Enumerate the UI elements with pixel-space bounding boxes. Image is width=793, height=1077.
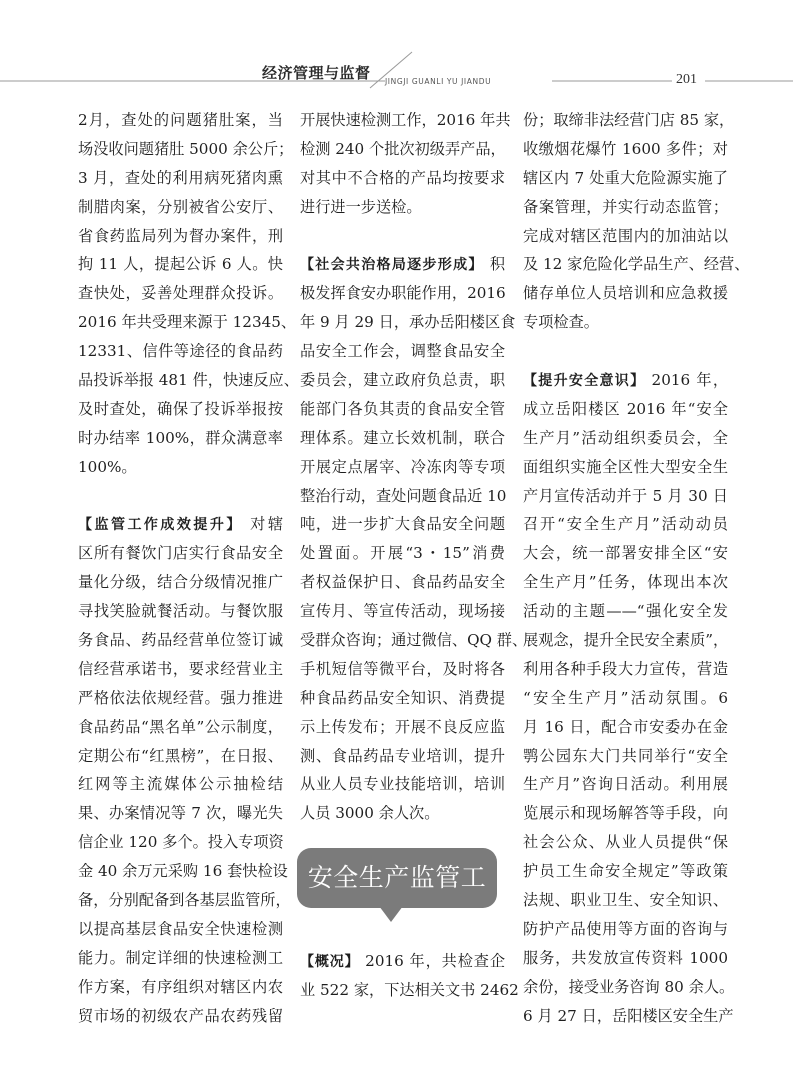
text-line: 测、食品药品专业培训，提升 [300, 746, 505, 765]
text-line: 宣传月、等宣传活动，现场接 [300, 602, 505, 621]
paragraph-gap [300, 222, 505, 251]
text-line: 6 月 27 日，岳阳楼区安全生产 [523, 1006, 734, 1025]
text-line: 制腊肉案，分别被省公安厅、 [78, 197, 283, 216]
text-line: 2016 年共受理来源于 12345、 [78, 313, 297, 332]
text-line: 生产月”咨询日活动。利用展 [523, 775, 728, 794]
text-line: 查快处，妥善处理群众投诉。 [78, 284, 283, 303]
section-heading: 【提升安全意识】 [523, 373, 646, 390]
text-line: 能部门各负其责的食品安全管 [300, 399, 505, 418]
text-line: 备案管理，并实行动态监管； [523, 197, 728, 216]
text-line: 寻找笑脸就餐活动。与餐饮服 [78, 602, 283, 621]
text-line: 区所有餐饮门店实行食品安全 [78, 544, 283, 563]
text-line: 开展定点屠宰、冷冻肉等专项 [300, 457, 505, 476]
header-title: 经济管理与监督 [262, 64, 371, 82]
text-line: 大会，统一部署安排全区“安 [523, 544, 728, 563]
text-line: 务食品、药品经营单位签订诚 [78, 631, 283, 650]
text-line: 成立岳阳楼区 2016 年“安全 [523, 399, 728, 418]
text-line: 拘 11 人，提起公诉 6 人。快 [78, 255, 283, 274]
paragraph-gap [523, 337, 728, 366]
text-line: 量化分级，结合分级情况推广 [78, 573, 283, 592]
text-line: 及时查处，确保了投诉举报按 [78, 399, 283, 418]
text-line: 品安全工作会，调整食品安全 [300, 342, 505, 361]
text-line: 月 16 日，配合市安委办在金 [523, 717, 728, 736]
text-line: 生产月”活动组织委员会，全 [523, 428, 728, 447]
section-heading: 【概况】 [300, 954, 360, 970]
text-line: 能力。制定详细的快速检测工 [78, 948, 283, 967]
text-line [300, 250, 505, 279]
text-column-3 [523, 106, 750, 1031]
text-line: 金 40 余万元采购 16 套快检设 [78, 862, 288, 881]
section-banner [297, 848, 497, 952]
text-line: 贸市场的初级农产品农药残留 [78, 1006, 283, 1025]
heading-run-text: 对辖 [242, 515, 284, 534]
text-line: 从业人员专业技能培训，培训 [300, 775, 505, 794]
header-subtitle: JINGJI GUANLI YU JIANDU [385, 77, 492, 86]
text-line: 人员 3000 余人次。 [300, 804, 440, 823]
text-line: 全生产月”任务，体现出本次 [523, 573, 728, 592]
text-line: 作方案，有序组织对辖区内农 [78, 977, 283, 996]
text-line: 品投诉举报 481 件，快速反应、 [78, 371, 299, 390]
text-line: 100%。 [78, 457, 137, 476]
text-line: 备，分别配备到各基层监管所， [78, 891, 291, 910]
text-line: 处置面。开展“3・15”消费 [300, 544, 505, 563]
text-line: 2月，查处的问题猪肚案，当 [78, 111, 283, 129]
text-line [300, 947, 505, 976]
text-line: 社会公众、从业人员提供“保 [523, 833, 728, 852]
text-line: 检测 240 个批次初级弄产品， [300, 139, 506, 158]
paragraph-gap [78, 482, 283, 511]
heading-run-text: 2016 年，共检查企 [359, 952, 506, 970]
text-line: 理体系。建立长效机制，联合 [300, 428, 505, 447]
text-line: 面组织实施全区性大型安全生 [523, 457, 728, 476]
text-line: 红网等主流媒体公示抽检结 [78, 775, 283, 794]
text-line: 3 月，查处的利用病死猪肉熏 [78, 168, 283, 187]
text-line: 极发挥食安办职能作用，2016 [300, 284, 506, 303]
text-line: 展观念，提升全民安全素质”， [523, 631, 729, 650]
section-title: 安全生产监管工作 [307, 863, 487, 952]
text-line: 开展快速检测工作，2016 年共 [300, 111, 511, 129]
text-line: 份；取缔非法经营门店 85 家， [523, 111, 735, 129]
text-line: 业 522 家，下达相关文书 2462 [300, 980, 519, 999]
text-line: 12331、信件等途径的食品药 [78, 342, 283, 361]
text-line: 省食药监局列为督办案件，刑 [78, 226, 283, 245]
text-line: 种食品药品安全知识、消费提 [300, 688, 505, 707]
text-line: 鹗公园东大门共同举行“安全 [523, 746, 728, 765]
text-line: 防护产品使用等方面的咨询与 [523, 919, 728, 938]
text-line: 食品药品“黑名单”公示制度， [78, 717, 283, 736]
text-line: 产月宣传活动并于 5 月 30 日 [523, 486, 728, 505]
text-line: 信企业 120 多个。投入专项资 [78, 833, 284, 852]
text-line: 者权益保护日、食品药品安全 [300, 573, 505, 592]
text-line: 吨，进一步扩大食品安全问题 [300, 515, 505, 534]
text-line: 览展示和现场解答等手段，向 [523, 804, 728, 823]
text-line: 召开“安全生产月”活动动员 [523, 515, 728, 534]
text-column-2 [300, 106, 528, 828]
text-line [523, 366, 728, 395]
text-line: 整治行动，查处问题食品近 10 [300, 486, 507, 505]
text-line: 余份，接受业务咨询 80 余人。 [523, 977, 735, 996]
text-line: 场没收问题猪肚 5000 余公斤； [78, 139, 294, 158]
text-line: 法规、职业卫生、安全知识、 [523, 891, 728, 910]
text-line: 年 9 月 29 日，承办岳阳楼区食 [300, 313, 516, 332]
text-line: 及 12 家危险化学品生产、经营、 [523, 255, 750, 274]
text-column-2-continued [300, 947, 519, 1005]
text-line: 定期公布“红黑榜”，在日报、 [78, 746, 283, 765]
heading-run-text: 积 [483, 255, 506, 274]
heading-run-text: 2016 年， [645, 371, 729, 390]
text-line: 利用各种手段大力宣传，营造 [523, 659, 728, 678]
text-line: “安全生产月”活动氛围。6 [523, 688, 728, 707]
text-line: 委员会，建立政府负总责，职 [300, 371, 505, 390]
text-line: 专项检查。 [523, 313, 599, 332]
text-line: 对其中不合格的产品均按要求 [300, 168, 505, 187]
text-line: 服务，共发放宣传资料 1000 [523, 948, 728, 967]
text-line: 严格依法依规经营。强力推进 [78, 688, 283, 707]
text-line: 收缴烟花爆竹 1600 多件；对 [523, 139, 728, 158]
text-line: 受群众咨询；通过微信、QQ 群、 [300, 631, 528, 650]
text-line: 以提高基层食品安全快速检测 [78, 919, 283, 938]
text-line: 护员工生命安全规定”等政策 [523, 862, 728, 881]
page-number: 201 [676, 72, 697, 87]
text-line: 储存单位人员培训和应急救援 [523, 284, 728, 303]
text-column-1 [78, 106, 299, 1031]
text-line: 活动的主题——“强化安全发 [523, 602, 728, 621]
section-heading: 【监管工作成效提升】 [78, 517, 243, 534]
text-line [78, 510, 283, 539]
text-line: 进行进一步送检。 [300, 197, 422, 216]
text-line: 手机短信等微平台，及时将各 [300, 659, 505, 678]
text-line: 时办结率 100%，群众满意率 [78, 428, 283, 447]
section-heading: 【社会共治格局逐步形成】 [300, 257, 484, 274]
text-line: 信经营承诺书，要求经营业主 [78, 659, 283, 678]
text-line: 示上传发布；开展不良反应监 [300, 717, 505, 736]
page-header [0, 0, 793, 95]
text-line: 果、办案情况等 7 次，曝光失 [78, 804, 283, 823]
text-line: 完成对辖区范围内的加油站以 [523, 226, 728, 245]
text-line: 辖区内 7 处重大危险源实施了 [523, 168, 728, 187]
